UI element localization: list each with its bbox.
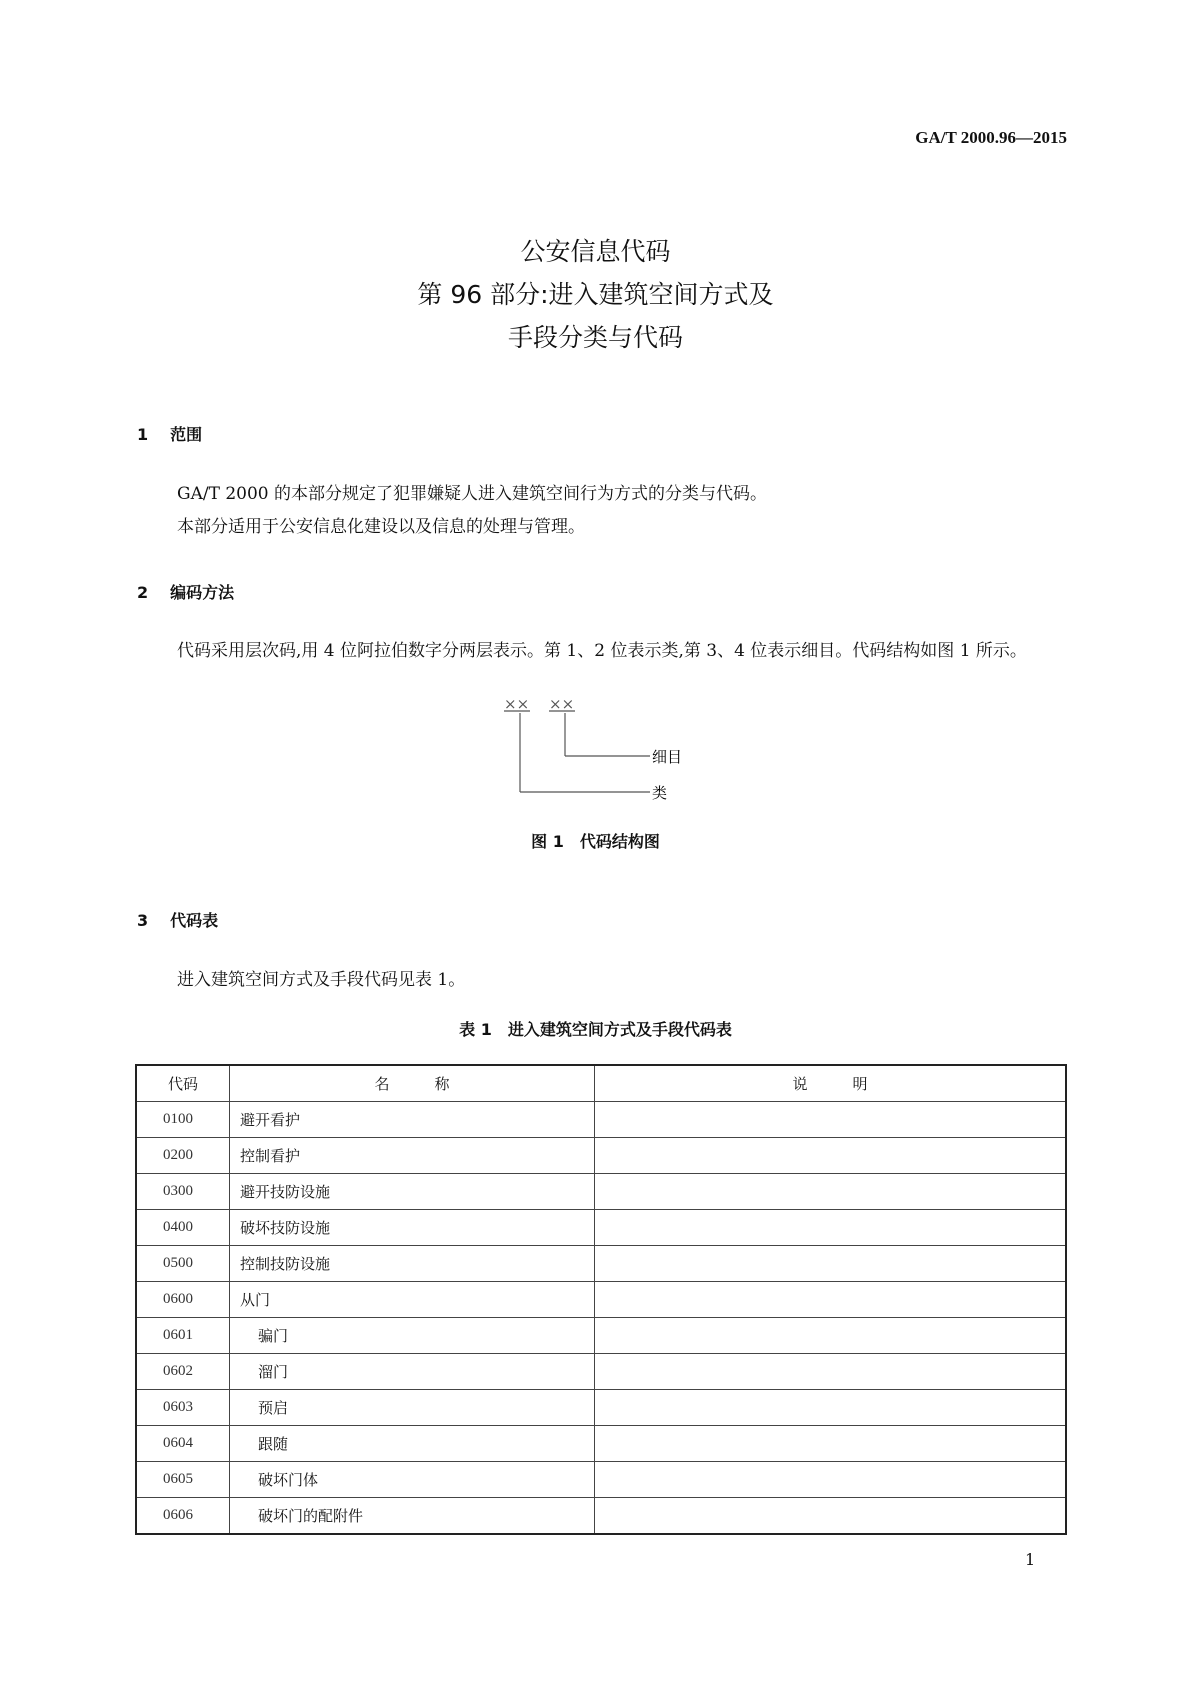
row-code: 0400 [136,1210,230,1246]
row-name: 从门 [230,1282,595,1318]
section-3-body: 进入建筑空间方式及手段代码见表 1。 [177,970,466,990]
table-row [136,1246,1066,1282]
header-description: 说 明 [595,1065,1067,1102]
table-row [136,1390,1066,1426]
table-row [136,1426,1066,1462]
code-table [135,1064,1067,1535]
row-description [595,1354,1067,1390]
table-row [136,1210,1066,1246]
section-1-body: GA/T 2000 的本部分规定了犯罪嫌疑人进入建筑空间行为方式的分类与代码。 本部分适用于公安信息化建设以及信息的处理与管理。 [177,484,767,537]
row-code: 0500 [136,1246,230,1282]
row-description [595,1174,1067,1210]
row-name: 骗门 [230,1318,595,1354]
row-description [595,1102,1067,1138]
code-structure-diagram [490,695,720,805]
row-name: 预启 [230,1390,595,1426]
row-name: 控制技防设施 [230,1246,595,1282]
page-number: 1 [1025,1550,1036,1569]
class-label: 类 [652,784,668,802]
header-name: 名 称 [230,1065,595,1102]
section-2-heading: 2 编码方法 [137,583,235,602]
table-row [136,1318,1066,1354]
title-line-3: 手段分类与代码 [507,323,683,352]
figure-caption: 图 1 代码结构图 [531,832,660,851]
row-code: 0606 [136,1498,230,1535]
title-line-2: 第 96 部分:进入建筑空间方式及 [417,280,774,309]
table-caption: 表 1 进入建筑空间方式及手段代码表 [459,1020,732,1039]
section-1-heading: 1 范围 [137,425,203,444]
row-name: 避开技防设施 [230,1174,595,1210]
header-code: 代码 [136,1065,230,1102]
row-description [595,1282,1067,1318]
table-row [136,1462,1066,1498]
row-code: 0605 [136,1462,230,1498]
table-row [136,1174,1066,1210]
section-2-body: 代码采用层次码,用 4 位阿拉伯数字分两层表示。第 1、2 位表示类,第 3、4 位表示细目。代码结构如图 1 所示。 [177,641,1027,661]
row-name: 跟随 [230,1426,595,1462]
row-name: 控制看护 [230,1138,595,1174]
row-code: 0600 [136,1282,230,1318]
table-row [136,1498,1066,1535]
row-description [595,1498,1067,1535]
row-description [595,1246,1067,1282]
row-code: 0604 [136,1426,230,1462]
row-description [595,1318,1067,1354]
row-description [595,1462,1067,1498]
row-name: 破坏门的配附件 [230,1498,595,1535]
section-3-heading: 3 代码表 [137,911,219,930]
row-name: 破坏技防设施 [230,1210,595,1246]
row-description [595,1210,1067,1246]
row-code: 0200 [136,1138,230,1174]
table-row [136,1282,1066,1318]
table-row [136,1138,1066,1174]
row-description [595,1426,1067,1462]
row-description [595,1138,1067,1174]
row-name: 破坏门体 [230,1462,595,1498]
row-name: 避开看护 [230,1102,595,1138]
row-code: 0100 [136,1102,230,1138]
row-code: 0601 [136,1318,230,1354]
row-code: 0602 [136,1354,230,1390]
row-code: 0603 [136,1390,230,1426]
row-description [595,1390,1067,1426]
class-placeholder: ×× [504,695,530,713]
detail-label: 细目 [652,748,683,766]
table-row [136,1102,1066,1138]
row-name: 溜门 [230,1354,595,1390]
row-code: 0300 [136,1174,230,1210]
standard-number: GA/T 2000.96—2015 [915,128,1067,147]
detail-placeholder: ×× [549,695,575,713]
title-line-1: 公安信息代码 [520,237,671,266]
table-row [136,1354,1066,1390]
